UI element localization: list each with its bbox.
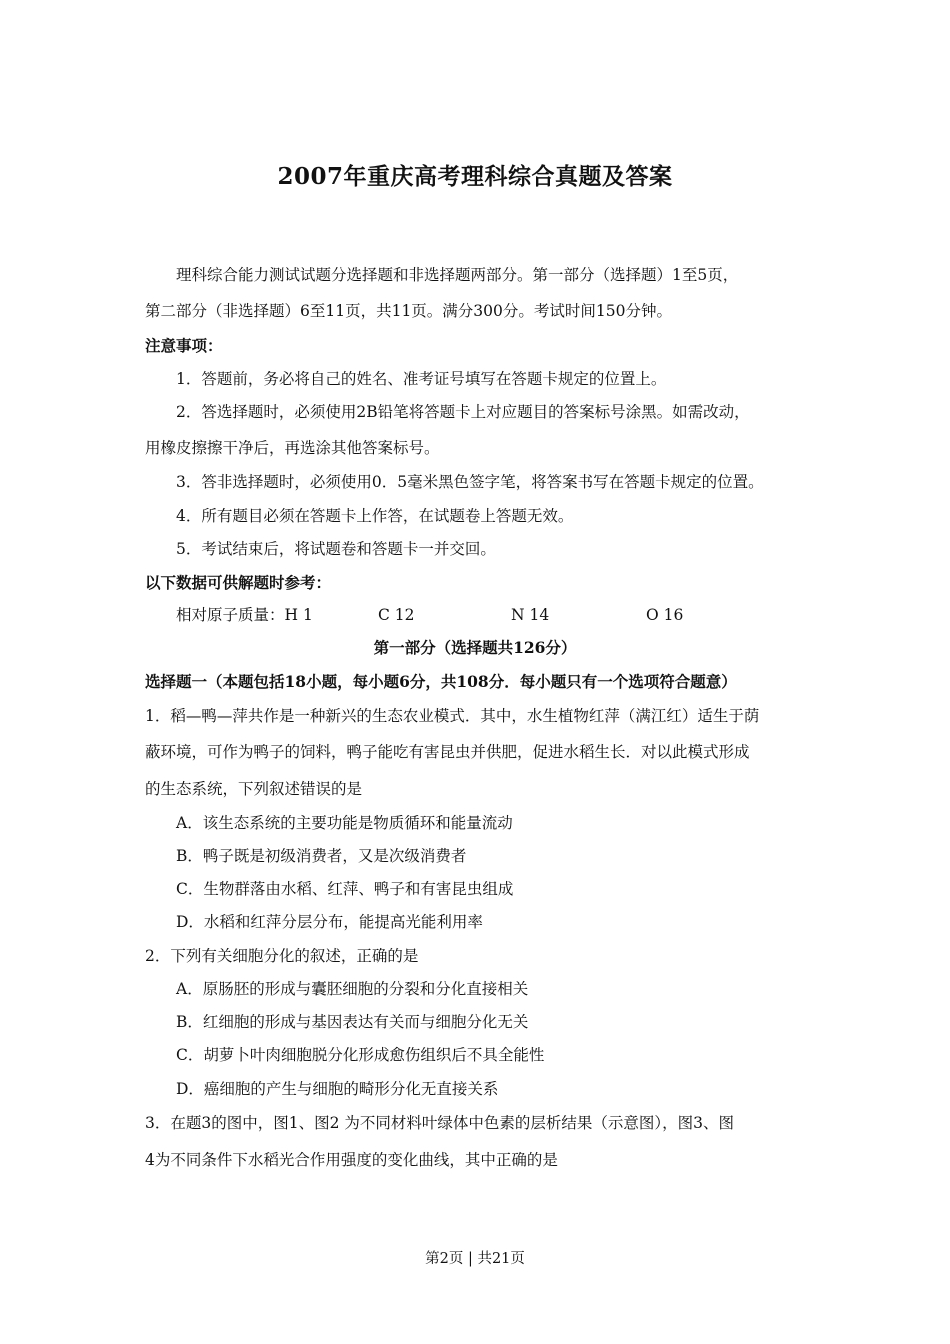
q2-option-c: C．胡萝卜叶肉细胞脱分化形成愈伤组织后不具全能性 [176, 1046, 545, 1064]
section-heading: 选择题一（本题包括18小题，每小题6分，共108分．每小题只有一个选项符合题意） [145, 672, 737, 691]
notice-item-4: 4．所有题目必须在答题卡上作答，在试题卷上答题无效。 [176, 507, 574, 525]
q1-option-b: B．鸭子既是初级消费者，又是次级消费者 [176, 847, 467, 865]
q2-option-a: A．原肠胚的形成与囊胚细胞的分裂和分化直接相关 [176, 980, 529, 998]
atomic-mass-n: N 14 [511, 606, 550, 624]
notice-item-3: 3．答非选择题时，必须使用0．5毫米黑色签字笔，将答案书写在答题卡规定的位置。 [176, 473, 764, 491]
q3-line-1: 3．在题3的图中，图1、图2 为不同材料叶绿体中色素的层析结果（示意图），图3、图 [145, 1114, 734, 1132]
q1-line-1: 1．稻—鸭—萍共作是一种新兴的生态农业模式．其中，水生植物红萍（满江红）适生于荫 [145, 707, 760, 725]
q1-option-a: A．该生态系统的主要功能是物质循环和能量流动 [176, 814, 513, 832]
q1-line-2: 蔽环境，可作为鸭子的饲料，鸭子能吃有害昆虫并供肥，促进水稻生长．对以此模式形成 [145, 743, 750, 761]
q1-line-3: 的生态系统，下列叙述错误的是 [145, 780, 363, 798]
atomic-mass-c: C 12 [378, 606, 415, 624]
intro-line-2: 第二部分（非选择题）6至11页，共11页。满分300分。考试时间150分钟。 [145, 302, 672, 320]
intro-line-1: 理科综合能力测试试题分选择题和非选择题两部分。第一部分（选择题）1至5页， [176, 266, 739, 284]
page-footer: 第2页 | 共21页 [425, 1251, 525, 1267]
notice-item-2-line-2: 用橡皮擦擦干净后，再选涂其他答案标号。 [145, 439, 440, 457]
part1-heading: 第一部分（选择题共126分） [373, 638, 577, 657]
notice-heading: 注意事项： [145, 336, 223, 355]
q3-line-2: 4为不同条件下水稻光合作用强度的变化曲线，其中正确的是 [145, 1151, 558, 1169]
notice-item-2-line-1: 2．答选择题时，必须使用2B铅笔将答题卡上对应题目的答案标号涂黑。如需改动， [176, 403, 750, 421]
q1-option-d: D．水稻和红萍分层分布，能提高光能利用率 [176, 913, 483, 931]
q2-option-d: D．癌细胞的产生与细胞的畸形分化无直接关系 [176, 1080, 499, 1098]
reference-heading: 以下数据可供解题时参考： [145, 573, 332, 592]
q2-line-1: 2．下列有关细胞分化的叙述，正确的是 [145, 947, 419, 965]
q1-option-c: C．生物群落由水稻、红萍、鸭子和有害昆虫组成 [176, 880, 514, 898]
notice-item-5: 5．考试结束后，将试题卷和答题卡一并交回。 [176, 540, 496, 558]
atomic-mass-o: O 16 [646, 606, 684, 624]
q2-option-b: B．红细胞的形成与基因表达有关而与细胞分化无关 [176, 1013, 529, 1031]
notice-item-1: 1．答题前，务必将自己的姓名、准考证号填写在答题卡规定的位置上。 [176, 370, 667, 388]
atomic-mass-label: 相对原子质量：H 1 [176, 606, 313, 624]
page-title: 2007年重庆高考理科综合真题及答案 [277, 163, 673, 190]
